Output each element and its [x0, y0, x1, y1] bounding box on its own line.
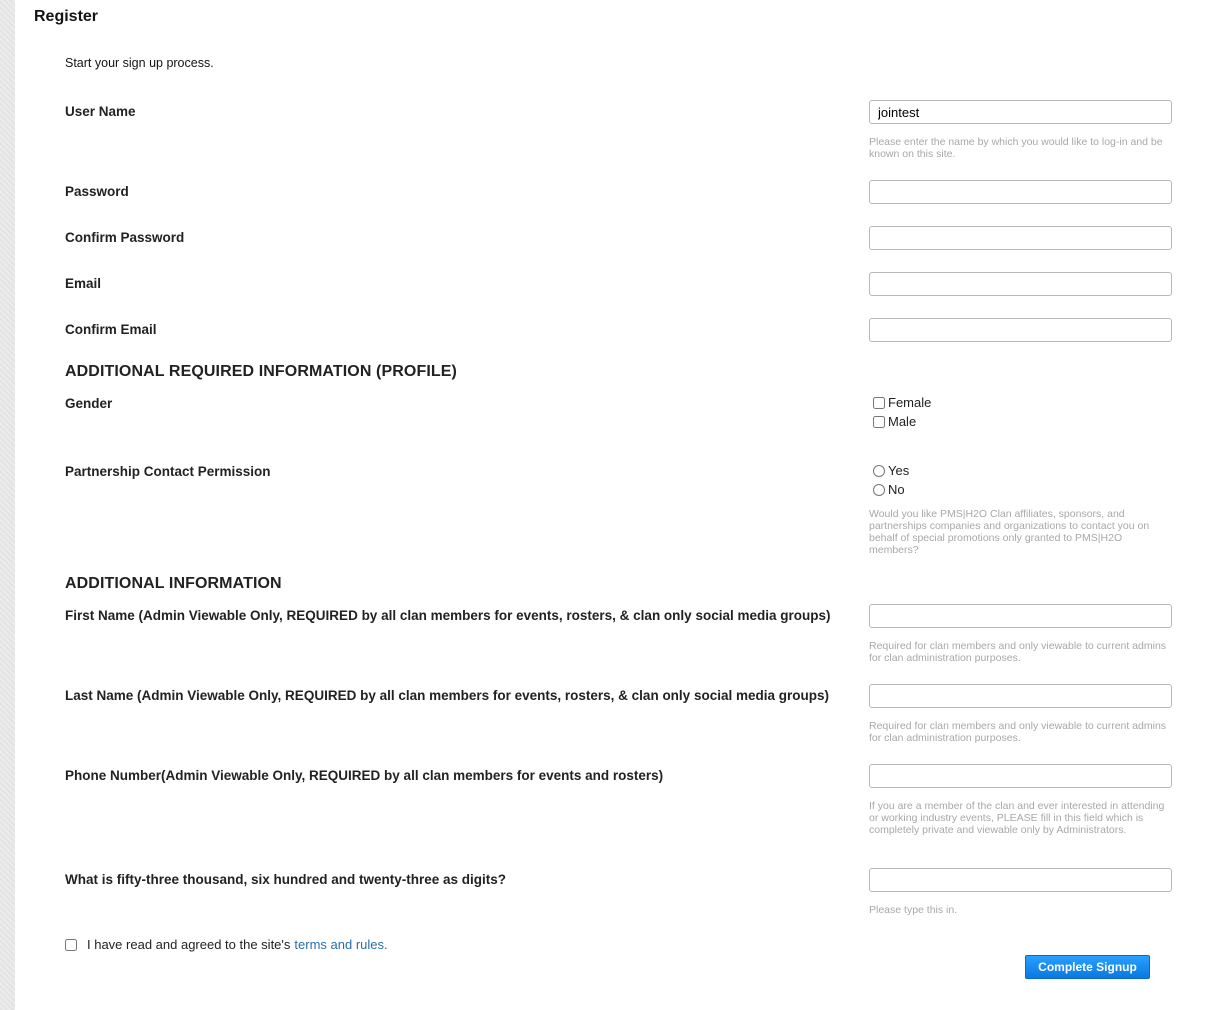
phone-label: Phone Number(Admin Viewable Only, REQUIRED by all clan members for events and rosters) [65, 768, 664, 783]
phone-hint: If you are a member of the clan and ever interested in attending or working industry events, PLEASE fill in this field which is completely private and viewable only by Administrators. [869, 800, 1165, 836]
captcha-input[interactable] [869, 868, 1172, 892]
confirm-email-input[interactable] [869, 318, 1172, 342]
phone-input[interactable] [869, 764, 1172, 788]
partnership-no-label: No [888, 482, 905, 497]
intro-text: Start your sign up process. [65, 56, 214, 70]
confirm-password-input[interactable] [869, 226, 1172, 250]
partnership-option-no[interactable] [873, 482, 905, 497]
gender-option-female[interactable] [873, 395, 931, 410]
additional-section-heading: ADDITIONAL INFORMATION [65, 575, 282, 592]
partnership-hint: Would you like PMS|H2O Clan affiliates, sponsors, and partnerships companies and organizations to contact you on behalf of special promotions only granted to PMS|H2O members? [869, 508, 1150, 556]
partnership-label: Partnership Contact Permission [65, 464, 271, 479]
gender-female-checkbox[interactable] [873, 397, 885, 409]
gender-female-label: Female [888, 395, 932, 410]
gender-male-label: Male [888, 414, 917, 429]
partnership-no-radio[interactable] [873, 484, 885, 496]
terms-checkbox[interactable] [65, 939, 77, 951]
confirm-password-label: Confirm Password [65, 230, 185, 245]
profile-section-heading: ADDITIONAL REQUIRED INFORMATION (PROFILE) [65, 363, 457, 380]
first-name-input[interactable] [869, 604, 1172, 628]
gender-label: Gender [65, 396, 113, 411]
username-hint: Please enter the name by which you would like to log-in and be known on this site. [869, 136, 1163, 160]
terms-agreement [65, 937, 388, 952]
first-name-hint: Required for clan members and only viewable to current admins for clan administration purposes. [869, 640, 1167, 664]
last-name-label: Last Name (Admin Viewable Only, REQUIRED by all clan members for events, rosters, & clan only social media groups) [65, 688, 829, 703]
first-name-label: First Name (Admin Viewable Only, REQUIRED by all clan members for events, rosters, & clan only social media groups) [65, 608, 831, 623]
email-label: Email [65, 276, 102, 291]
complete-signup-button[interactable]: Complete Signup [1025, 955, 1150, 979]
gender-male-checkbox[interactable] [873, 416, 885, 428]
partnership-yes-radio[interactable] [873, 465, 885, 477]
terms-agreement-text: I have read and agreed to the site's [87, 937, 291, 952]
page-title: Register [34, 8, 99, 25]
password-input[interactable] [869, 180, 1172, 204]
password-label: Password [65, 184, 129, 199]
last-name-input[interactable] [869, 684, 1172, 708]
last-name-hint: Required for clan members and only viewable to current admins for clan administration purposes. [869, 720, 1167, 744]
gender-option-male[interactable] [873, 414, 916, 429]
username-input[interactable] [869, 100, 1172, 124]
partnership-yes-label: Yes [888, 463, 910, 478]
username-label: User Name [65, 104, 136, 119]
terms-link[interactable]: terms and rules. [294, 937, 388, 952]
page-left-border [0, 0, 15, 1010]
captcha-hint: Please type this in. [869, 904, 958, 916]
email-input[interactable] [869, 272, 1172, 296]
confirm-email-label: Confirm Email [65, 322, 157, 337]
captcha-label: What is fifty-three thousand, six hundred and twenty-three as digits? [65, 872, 507, 887]
partnership-option-yes[interactable] [873, 463, 909, 478]
